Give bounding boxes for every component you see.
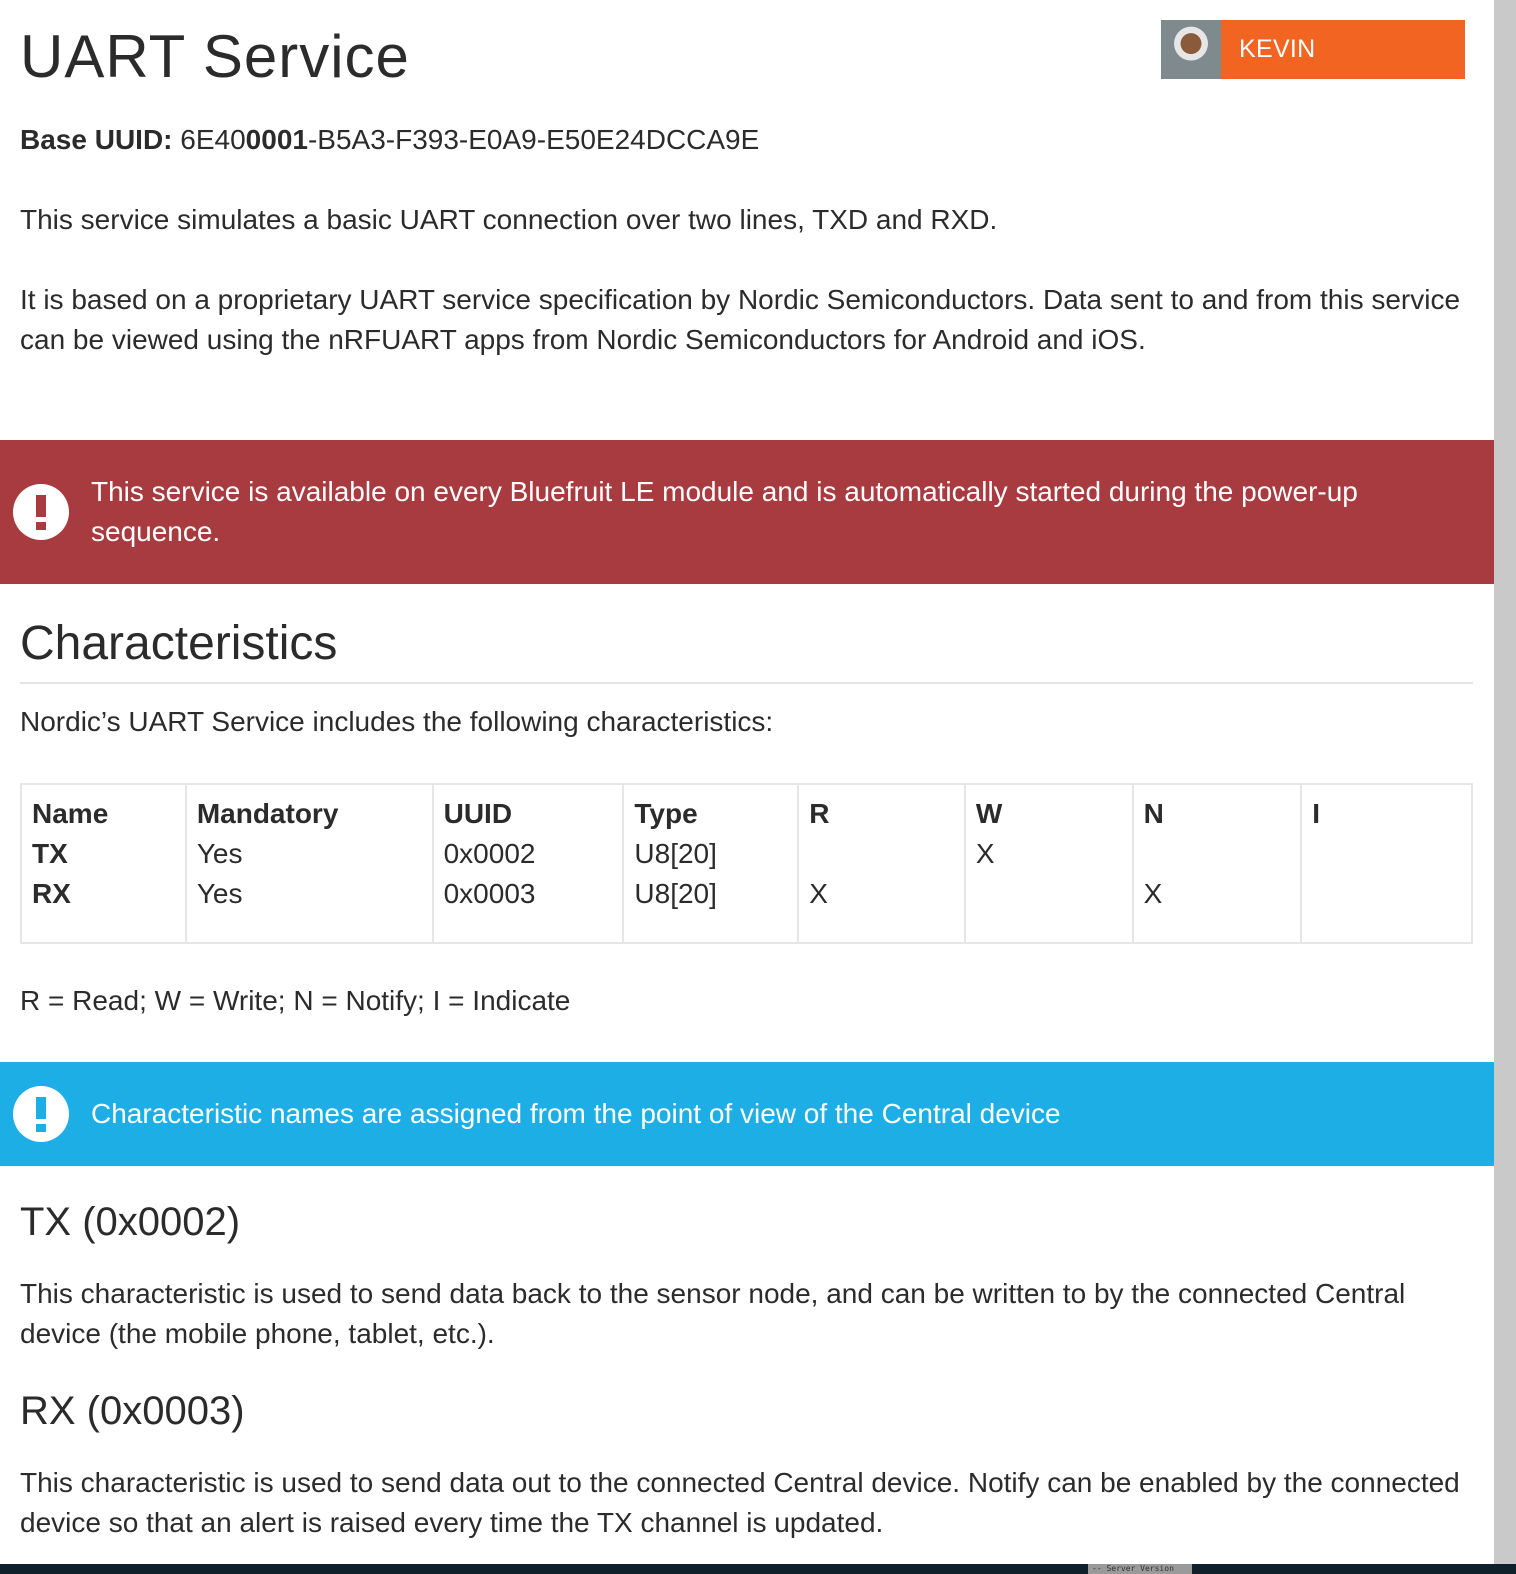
background-window	[0, 1564, 1516, 1574]
tx-description: This characteristic is used to send data back to the sensor node, and can be written to by the connected Central device (the mobile phone, tablet, etc.).	[20, 1278, 1406, 1349]
avatar	[1161, 20, 1221, 79]
table-cell: X	[798, 874, 965, 943]
tx-heading: TX (0x0002)	[20, 1200, 241, 1244]
table-cell: TX	[21, 834, 186, 874]
table-row	[21, 834, 1472, 874]
table-cell: U8[20]	[623, 874, 798, 943]
exclamation-icon	[13, 484, 69, 540]
naming-alert	[0, 1062, 1503, 1166]
table-cell: U8[20]	[623, 834, 798, 874]
rx-heading: RX (0x0003)	[20, 1389, 245, 1433]
table-cell: 0x0002	[433, 834, 624, 874]
table-row	[21, 874, 1472, 943]
description-text: It is based on a proprietary UART service specification by Nordic Semiconductors. Data sent to and from this service can be viewed using the nRFUART apps from Nordic Semiconductors for Android and iOS.	[20, 284, 1461, 355]
base-uuid-suffix: -B5A3-F393-E0A9-E50E24DCCA9E	[307, 124, 760, 155]
vertical-scrollbar[interactable]	[1494, 0, 1516, 1564]
permissions-legend: R = Read; W = Write; N = Notify; I = Indicate	[20, 985, 571, 1016]
characteristics-table	[20, 783, 1473, 944]
base-uuid	[20, 124, 759, 156]
column-header: Mandatory	[186, 784, 433, 834]
page-title: UART Service	[20, 23, 410, 90]
column-header: Name	[21, 784, 186, 834]
table-cell: 0x0003	[433, 874, 624, 943]
table-cell	[798, 834, 965, 874]
table-header-row	[21, 784, 1472, 834]
availability-alert-text: This service is available on every Bluefruit LE module and is automatically started during the power-up sequence.	[91, 476, 1358, 547]
author-name[interactable]: KEVIN TOWNSEND	[1221, 20, 1465, 79]
column-header: Type	[623, 784, 798, 834]
rx-description: This characteristic is used to send data out to the connected Central device. Notify can be enabled by the connected device so that an alert is raised every time the TX channel is updated.	[20, 1467, 1460, 1538]
characteristics-heading: Characteristics	[20, 617, 338, 670]
table-cell	[1301, 834, 1472, 874]
table-cell: X	[965, 834, 1133, 874]
table-cell: Yes	[186, 834, 433, 874]
table-cell	[1133, 834, 1302, 874]
base-uuid-highlight: 0001	[245, 124, 308, 155]
characteristics-intro: Nordic’s UART Service includes the following characteristics:	[20, 706, 774, 737]
exclamation-icon	[13, 1086, 69, 1142]
availability-alert	[0, 440, 1503, 584]
heading-divider	[20, 682, 1473, 684]
naming-alert-text: Characteristic names are assigned from the point of view of the Central device	[91, 1098, 1061, 1129]
table-cell: RX	[21, 874, 186, 943]
intro-text: This service simulates a basic UART connection over two lines, TXD and RXD.	[20, 204, 998, 235]
column-header: W	[965, 784, 1133, 834]
column-header: R	[798, 784, 965, 834]
table-cell	[1301, 874, 1472, 943]
column-header: UUID	[433, 784, 624, 834]
column-header: N	[1133, 784, 1302, 834]
column-header: I	[1301, 784, 1472, 834]
base-uuid-label: Base UUID:	[20, 124, 173, 155]
background-window-label: -- Server Version	[1088, 1564, 1192, 1574]
table-cell	[965, 874, 1133, 943]
table-cell: X	[1133, 874, 1302, 943]
base-uuid-prefix: 6E40	[180, 124, 246, 155]
author-badge[interactable]	[1161, 20, 1465, 122]
table-cell: Yes	[186, 874, 433, 943]
